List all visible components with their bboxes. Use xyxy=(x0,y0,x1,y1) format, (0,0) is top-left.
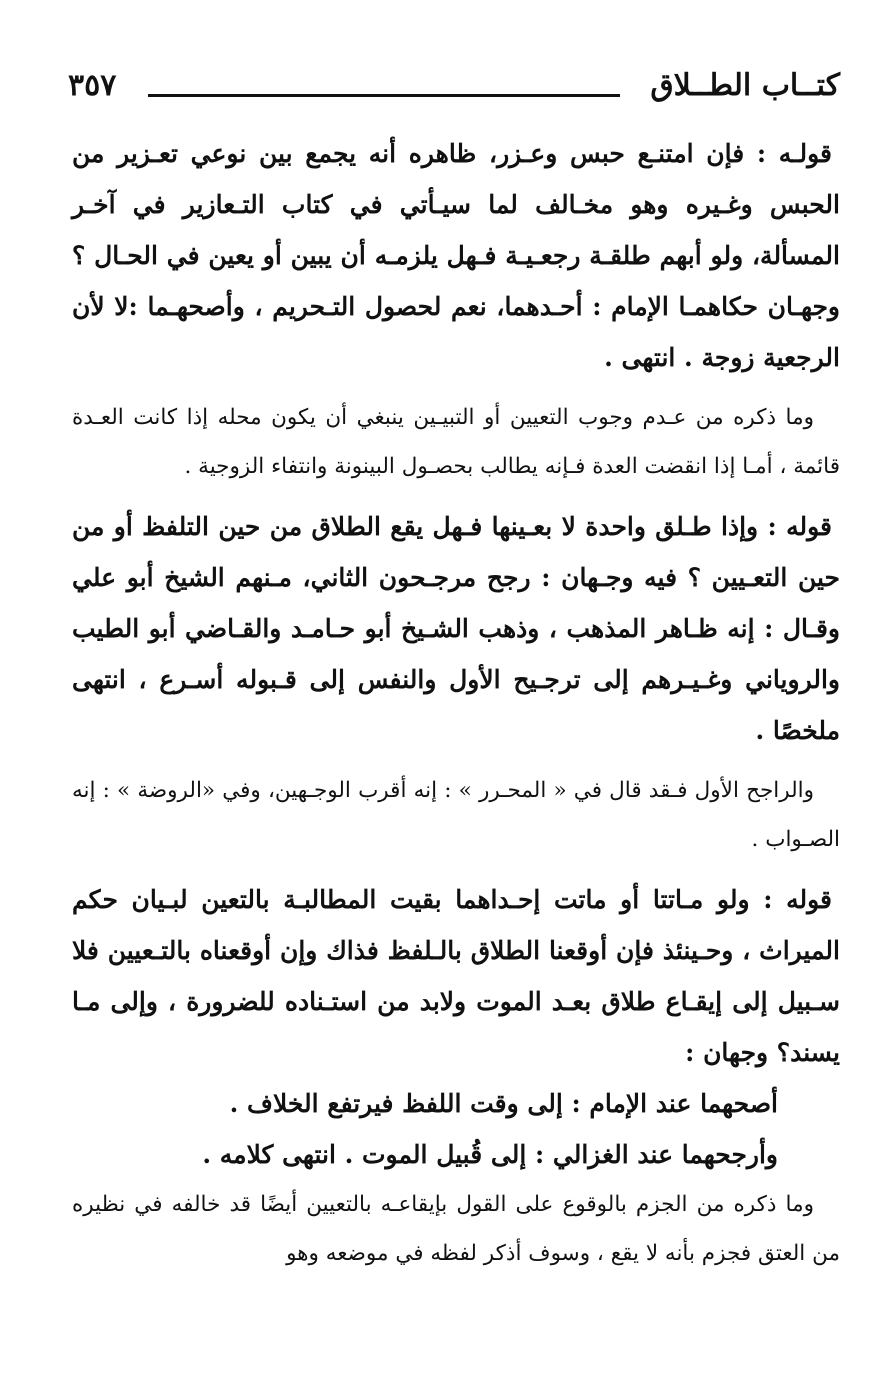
page-number: ٣٥٧ xyxy=(68,68,117,103)
commentary-paragraph: والراجح الأول فـقد قال في « المحـرر » : إنه أقرب الوجـهين، وفي «الروضة » : إنه الصـواب . xyxy=(72,778,840,852)
quote-paragraph: قوله : ولو مـاتتا أو ماتت إحـداهما بقيت المطالبـة بالتعين لبـيان حكم الميراث ، وحـينئذ فإن أوقعنا الطلاق بالـلفظ فذاك وإن أوقعناه بالتـعيين فلا سـبيل إلى إيقـاع طلاق بعـد الموت ولابد من استـناده للضرورة ، وإلى مـا يسند؟ وجهان : xyxy=(72,885,840,1067)
header-rule xyxy=(148,94,620,97)
commentary-paragraph: وما ذكره من عـدم وجوب التعيين أو التبيـين ينبغي أن يكون محله إذا كانت العـدة قائمة ، أمـا إذا انقضت العدة فـإنه يطالب بحصـول البينونة وانتفاء الزوجية . xyxy=(72,405,840,479)
quote-paragraph: قوله : وإذا طـلق واحدة لا بعـينها فـهل يقع الطلاق من حين التلفظ أو من حين التعـيين ؟ فيه وجـهان : رجح مرجـحون الثاني، مـنهم الشيخ أبو علي وقـال : إنه ظـاهر المذهب ، وذهب الشـيخ أبو حـامـد والقـاضي أبو الطيب والروياني وغـيـرهم إلى ترجـيح الأول والنفس إلى قـبوله أسـرع ، انتهى ملخصًا . xyxy=(72,512,840,745)
quote-paragraph: قولـه : فإن امتنـع حبس وعـزر، ظاهره أنه يجمع بين نوعي تعـزير من الحبس وغـيره وهو مخـالف لما سيـأتي في كتاب التـعازير في آخـر المسألة، ولو أبهم طلقـة رجعـيـة فـهل يلزمـه أن يبين أو يعين في الحـال ؟ وجهـان حكاهمـا الإمام : أحـدهما، نعم لحصول التـحريم ، وأصحهـما :لا لأن الرجعية زوجة . انتهى . xyxy=(72,139,840,372)
commentary-paragraph: وما ذكره من الجزم بالوقوع على القول بإيقاعـه بالتعيين أيضًا قد خالفه في نظيره من العتق فجزم بأنه لا يقع ، وسوف أذكر لفظه في موضعه وهو xyxy=(72,1192,840,1266)
page-body xyxy=(72,128,840,1278)
running-header xyxy=(68,66,840,118)
quote-indented-line: وأرجحهما عند الغزالي : إلى قُبيل الموت . انتهى كلامه . xyxy=(202,1140,778,1169)
quote-indented-line: أصحهما عند الإمام : إلى وقت اللفظ فيرتفع الخلاف . xyxy=(229,1089,778,1118)
chapter-title: كتــاب الطــلاق xyxy=(650,68,840,103)
